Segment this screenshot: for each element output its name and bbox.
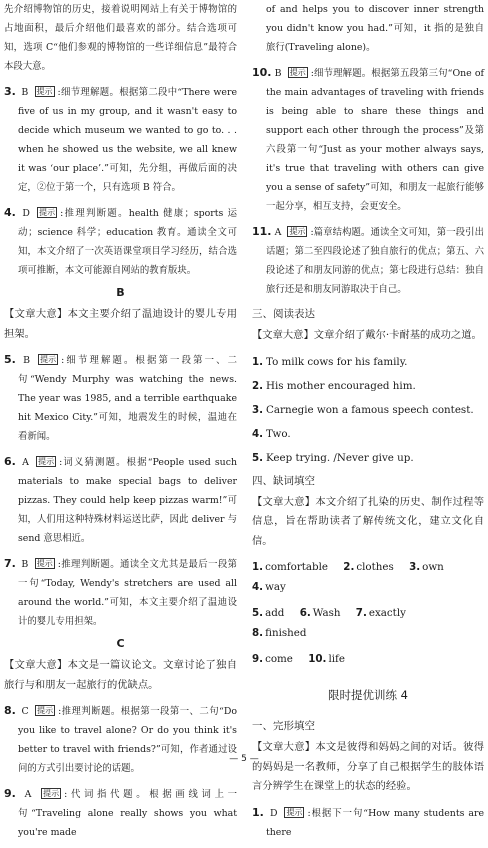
hint-badge: 提示 xyxy=(40,355,57,364)
explanation-text: :推理判断题。根据第一段第一、二句“Do you like to travel alone? Or do you think it's better to travel with friends?”可知，作者通过设问的方式引出要讨论的话题。 xyxy=(18,706,238,774)
question-number: 4. xyxy=(4,206,16,219)
reading-section-heading: 三、阅读表达 xyxy=(252,308,315,320)
item-number: 2. xyxy=(252,379,264,392)
explanation-text: :篇章结构题。通读全文可知，第一段引出话题；第二至四段论述了独自旅行的优点；第五、六段论述了和朋友同游的优点；第七段进行总结：独自旅行还是和朋友同游取决于自己。 xyxy=(266,227,484,295)
item-number: 7. xyxy=(355,607,367,619)
answer-item-5 xyxy=(4,350,237,446)
cloze-answers-row-3 xyxy=(252,649,484,669)
hint-badge: 提示 xyxy=(289,68,306,77)
item-number: 5. xyxy=(252,607,264,619)
answer-letter: D xyxy=(269,807,278,819)
reading-answer-text: His mother encouraged him. xyxy=(266,379,416,392)
section-c-heading: C xyxy=(116,637,125,650)
section-b-heading: B xyxy=(116,286,125,299)
answer-letter: B xyxy=(21,559,29,570)
hint-badge: 提示 xyxy=(36,559,53,568)
question-number: 5. xyxy=(4,353,16,366)
question-number: 1. xyxy=(252,805,264,819)
answer-letter: B xyxy=(274,68,282,79)
explanation-text: :代词指代题。根据画线词上一句“Traveling alone really shows you what you're made xyxy=(18,789,238,838)
answer-item-3 xyxy=(4,82,237,197)
cloze-word: add xyxy=(265,607,285,619)
cloze-word: finished xyxy=(265,627,307,639)
answer-item-8 xyxy=(4,701,237,778)
paragraph-continued: of and helps you to discover inner strength you didn't know you had.”可知，it 指的是独自旅行(Traveling alone)。 xyxy=(266,4,484,53)
answer-letter: A xyxy=(24,789,32,800)
answer-item-10 xyxy=(252,63,484,216)
hint-badge: 提示 xyxy=(43,789,60,798)
item-number: 4. xyxy=(252,427,264,440)
item-number: 9. xyxy=(252,653,264,665)
cloze-fill-section-heading: 一、完形填空 xyxy=(252,720,315,732)
article-summary-c: 【文章大意】本文是一篇议论文。文章讨论了独自旅行与和朋友一起旅行的优缺点。 xyxy=(4,659,237,691)
reading-answer-text: Two. xyxy=(266,427,291,440)
paragraph: 先介绍博物馆的历史，接着说明网站上有关于博物馆的占地面积，最后介绍他们最喜欢的部分。结合选项可知，选项 C“他们参观的博物馆的一些详细信息”最符合本段大意。 xyxy=(4,4,237,72)
item-number: 1. xyxy=(252,355,264,368)
question-number: 7. xyxy=(4,557,16,570)
hint-badge: 提示 xyxy=(289,227,306,236)
explanation-text: :推理判断题。health 健康；sports 运动；science 科学；education 教育。通读全文可知，本文介绍了一次英语课堂项目学习经历，结合选项可推断，本文可能源自网站的教育版块。 xyxy=(18,208,238,276)
question-number: 9. xyxy=(4,787,16,800)
reading-answer-text: Carnegie won a famous speech contest. xyxy=(266,403,474,416)
item-number: 10. xyxy=(308,653,327,665)
question-number: 6. xyxy=(4,455,16,468)
article-summary-reading: 【文章大意】文章介绍了戴尔·卡耐基的成功之道。 xyxy=(252,329,482,341)
reading-answer-text: To milk cows for his family. xyxy=(266,355,408,368)
item-number: 2. xyxy=(343,561,355,573)
cloze-answers-row-2 xyxy=(252,603,484,643)
answer-item-9 xyxy=(4,784,237,842)
answer-item-1 xyxy=(252,803,484,842)
article-summary-cloze: 【文章大意】本文介绍了扎染的历史、制作过程等信息，旨在帮助读者了解传统文化，建立文化自信。 xyxy=(252,495,484,547)
right-column xyxy=(252,0,484,848)
hint-badge: 提示 xyxy=(286,807,303,817)
cloze-word: own xyxy=(422,561,444,573)
item-number: 3. xyxy=(252,403,264,416)
hint-badge: 提示 xyxy=(37,706,54,715)
question-number: 8. xyxy=(4,704,16,717)
cloze-word: way xyxy=(265,581,286,593)
item-number: 4. xyxy=(252,581,264,593)
answer-item-11 xyxy=(252,222,484,299)
answer-letter: C xyxy=(21,706,29,717)
item-number: 8. xyxy=(252,627,264,639)
hint-badge: 提示 xyxy=(36,87,53,96)
article-summary-b: 【文章大意】本文主要介绍了温迪设计的婴儿专用担架。 xyxy=(4,308,237,340)
explanation-text: :推理判断题。通读全文尤其是最后一段第一句“Today, Wendy's stretchers are used all around the world.”可知，本文主要介绍了温迪设计的婴儿专用担架。 xyxy=(18,559,238,627)
answer-item-7 xyxy=(4,554,237,631)
question-number: 11. xyxy=(252,225,272,238)
explanation-text: :根据下一句“How many students are there xyxy=(266,807,484,838)
page-number: — 5 — xyxy=(229,754,259,764)
answer-letter: A xyxy=(22,457,29,468)
answer-letter: D xyxy=(22,208,30,219)
left-column xyxy=(4,0,237,848)
answer-letter: B xyxy=(23,355,31,366)
answer-letter: A xyxy=(274,227,282,238)
item-number: 5. xyxy=(252,451,264,464)
cloze-word: exactly xyxy=(368,607,406,619)
reading-answer-2 xyxy=(252,376,484,396)
explanation-text: :细节理解题。根据第二段中“There were five of us in my group, and it wasn't easy to decide which museum we wanted to go to. . . when he showed us the website, we all knew it was ‘our place’.”可知，先分组，再做后面的决定，②位于第一个，只有选项 B 符合。 xyxy=(18,87,237,193)
cloze-word: life xyxy=(328,653,345,665)
cloze-word: come xyxy=(265,653,293,665)
explanation-text: :词义猜测题。根据“People used such materials to make special bags to deliver pizzas. They could help keep pizzas warm!”可知，人们用这种特殊材料运送比萨，因此 deliver 与 send 意思相近。 xyxy=(18,457,238,544)
reading-answer-5 xyxy=(252,448,484,468)
hint-badge: 提示 xyxy=(38,457,55,466)
cloze-word: Wash xyxy=(312,607,341,619)
answer-letter: B xyxy=(21,87,29,98)
question-number: 3. xyxy=(4,85,16,98)
hint-badge: 提示 xyxy=(39,208,56,217)
reading-answer-4 xyxy=(252,424,484,444)
reading-answer-1 xyxy=(252,352,484,372)
item-number: 1. xyxy=(252,561,264,573)
training-title: 限时提优训练 4 xyxy=(328,688,408,702)
reading-answer-3 xyxy=(252,400,484,420)
question-number: 10. xyxy=(252,66,272,79)
item-number: 3. xyxy=(409,561,421,573)
answer-item-6 xyxy=(4,452,237,548)
article-summary-training: 【文章大意】本文是彼得和妈妈之间的对话。彼得的妈妈是一名教师，分享了自己根据学生的肢体语言分辨学生在课堂上的状态的经验。 xyxy=(252,741,484,792)
explanation-text: :细节理解题。根据第一段第一、二句“Wendy Murphy was watching the news. The year was 1985, and a terrible earthquake hit Mexico City.”可知，地震发生的时候，温迪在看新闻。 xyxy=(18,355,237,442)
cloze-word: clothes xyxy=(356,561,394,573)
cloze-answers-row-1 xyxy=(252,557,484,597)
cloze-word: comfortable xyxy=(265,561,328,573)
explanation-text: :细节理解题。根据第五段第三句“One of the main advantages of traveling with friends is being able to share these things and support each other through the process”及第六段第一句“Just as your mother always says, it's true that traveling with others can give you a sense of safety”可知，和朋友一起旅行能够一起分享，相互支持，会更安全。 xyxy=(266,68,484,212)
answer-item-4 xyxy=(4,203,237,280)
reading-answers xyxy=(252,352,484,468)
cloze-section-heading: 四、缺词填空 xyxy=(252,474,315,487)
item-number: 6. xyxy=(299,607,311,619)
reading-answer-text: Keep trying. /Never give up. xyxy=(266,451,414,464)
